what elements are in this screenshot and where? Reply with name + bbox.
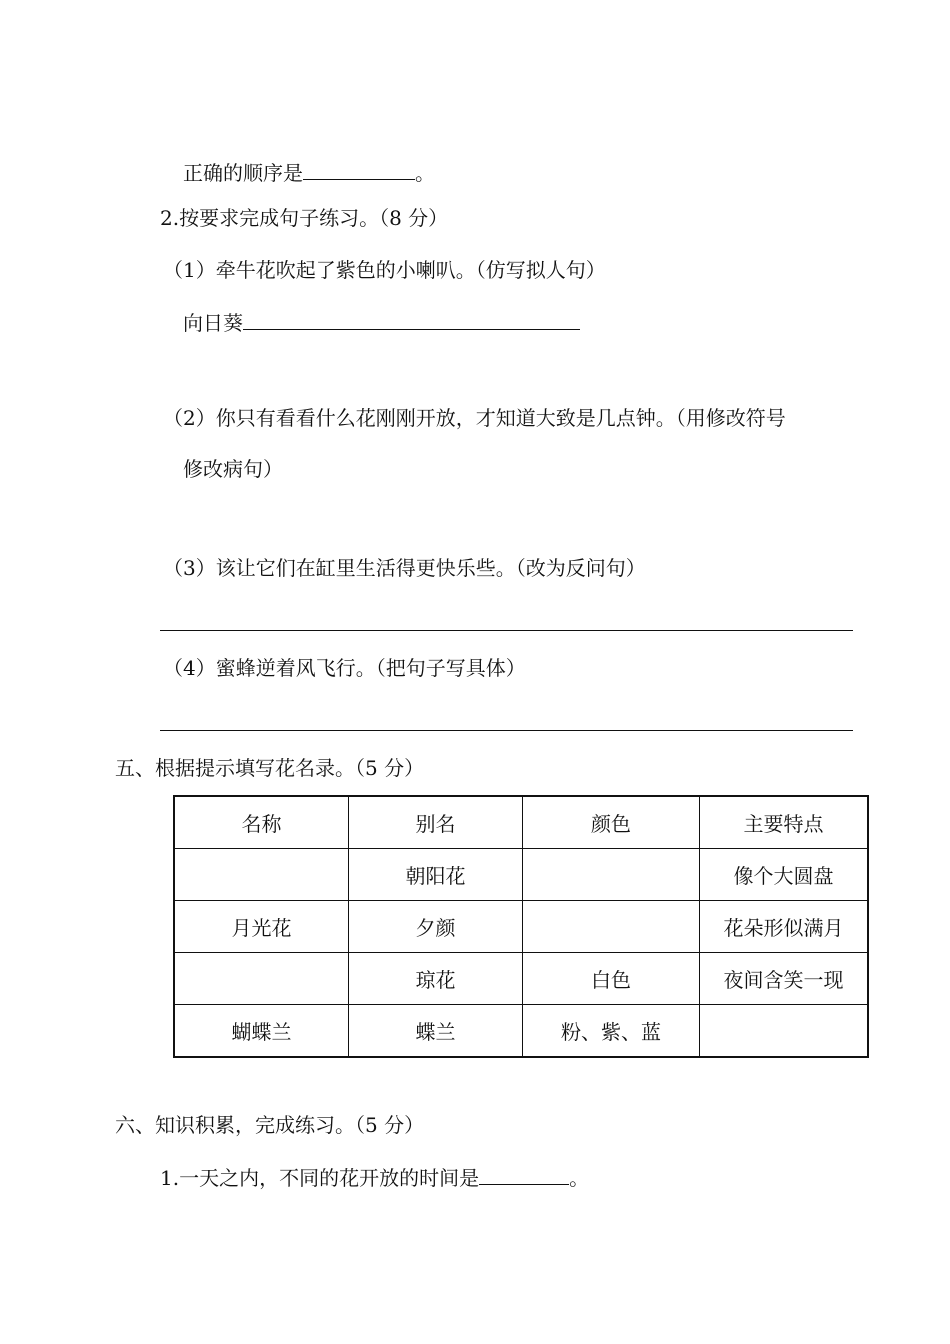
imitation-answer-blank[interactable]	[243, 307, 580, 330]
order-prompt: 正确的顺序是	[183, 161, 303, 185]
sub-question-2-line1: （2）你只有看看什么花刚刚开放，才知道大致是几点钟。（用修改符号	[163, 406, 786, 430]
sub-question-3: （3）该让它们在缸里生活得更快乐些。（改为反问句）	[163, 556, 646, 580]
table-cell[interactable]	[174, 849, 349, 901]
section-5-title: 五、根据提示填写花名录。（5 分）	[115, 756, 425, 780]
table-cell[interactable]	[700, 1005, 869, 1058]
table-cell: 蝶兰	[349, 1005, 523, 1058]
table-header-row	[174, 796, 868, 849]
sub-question-2-line2: 修改病句）	[183, 457, 283, 481]
table-cell: 朝阳花	[349, 849, 523, 901]
table-cell: 夕颜	[349, 901, 523, 953]
question-1-period: 。	[569, 1166, 590, 1190]
section-6-title: 六、知识积累，完成练习。（5 分）	[115, 1113, 425, 1137]
answer-prefix: 向日葵	[183, 311, 243, 335]
table-cell[interactable]	[523, 901, 700, 953]
table-cell: 琼花	[349, 953, 523, 1005]
table-row	[174, 901, 868, 953]
table-row	[174, 1005, 868, 1058]
table-cell[interactable]	[174, 953, 349, 1005]
order-question	[183, 157, 435, 186]
header-cell: 主要特点	[700, 796, 869, 849]
question-1-answer-blank[interactable]	[479, 1162, 569, 1185]
sub-question-1-answer	[183, 307, 580, 336]
table-row	[174, 849, 868, 901]
question-1-prompt: 1.一天之内，不同的花开放的时间是	[160, 1166, 480, 1190]
table-cell[interactable]	[523, 849, 700, 901]
sub-question-4-answer-line[interactable]	[160, 730, 853, 731]
sub-question-1: （1）牵牛花吹起了紫色的小喇叭。（仿写拟人句）	[163, 258, 606, 282]
order-period: 。	[415, 161, 435, 185]
sub-question-3-answer-line[interactable]	[160, 630, 853, 631]
table-cell: 夜间含笑一现	[700, 953, 869, 1005]
flower-table	[173, 795, 869, 1058]
header-cell: 别名	[349, 796, 523, 849]
table-cell: 粉、紫、蓝	[523, 1005, 700, 1058]
question-2-title: 2.按要求完成句子练习。（8 分）	[160, 206, 449, 230]
table-cell: 像个大圆盘	[700, 849, 869, 901]
table-cell: 花朵形似满月	[700, 901, 869, 953]
header-cell: 名称	[174, 796, 349, 849]
table-cell: 月光花	[174, 901, 349, 953]
order-answer-blank[interactable]	[303, 157, 415, 180]
sub-question-4: （4）蜜蜂逆着风飞行。（把句子写具体）	[163, 656, 526, 680]
table-row	[174, 953, 868, 1005]
header-cell: 颜色	[523, 796, 700, 849]
table-cell: 白色	[523, 953, 700, 1005]
section-6-question-1	[160, 1162, 589, 1191]
table-cell: 蝴蝶兰	[174, 1005, 349, 1058]
